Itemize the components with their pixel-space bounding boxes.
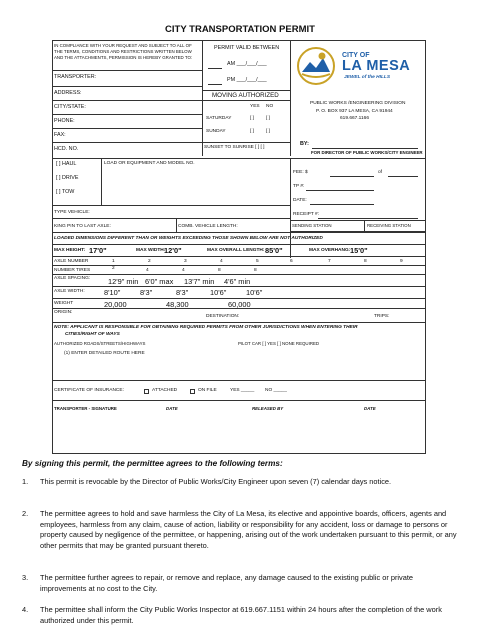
axle-8: 8 (364, 259, 367, 264)
saturday-no-box[interactable]: [ ] (266, 116, 270, 121)
row-line (52, 298, 426, 299)
row-line (52, 322, 426, 323)
sending-station-label: SENDING STATION (292, 223, 332, 228)
number-tires-label: NUMBER TIRES (54, 268, 91, 273)
transporter-signature-label: TRANSPORTER - SIGNATURE (54, 406, 117, 411)
compliance-line-2: THE TERMS, CONDITIONS AND RESTRICTIONS WRITTEN BELOW (54, 49, 192, 54)
signature-line (312, 148, 418, 149)
no-header: NO (266, 104, 274, 109)
hcd-label: HCD. NO. (54, 146, 79, 152)
blank-line (306, 190, 374, 191)
spacing-4: 4'6" min (224, 277, 251, 286)
loaded-header: LOADED DIMENSIONS DIFFERENT THAN OR WEIGHTS EXCEEDING THOSE SHOWN BELOW ARE NOT AUTHORIZED (54, 236, 323, 241)
logo-tagline: JEWEL of the HILLS (344, 75, 391, 80)
pilot-car-options[interactable]: PILOT CAR [ ] YES [ ] NONE REQUIRED (238, 341, 320, 346)
note-line-2: CITIES/RIGHT OF WAYS (65, 332, 120, 337)
row-line (52, 256, 426, 257)
blank-line (318, 218, 418, 219)
receiving-station-label: RECEIVING STATION (367, 223, 411, 228)
on-file-checkbox[interactable] (190, 389, 195, 394)
saturday-yes-box[interactable]: [ ] (250, 116, 254, 121)
blank-line (310, 204, 374, 205)
note-line-1: NOTE: APPLICANT IS RESPONSIBLE FOR OBTAINING REQUIRED PERMITS FROM OTHER JURISDICTIONS WHEN ENTERING THEIR (54, 325, 358, 330)
by-label: BY: (300, 141, 309, 147)
blank-line (388, 176, 418, 177)
row-line (202, 142, 290, 143)
row-line (52, 205, 290, 206)
term-3-number: 3. (22, 573, 29, 582)
row-line (52, 400, 426, 401)
row-line (202, 100, 290, 101)
logo-emblem-icon (296, 46, 336, 86)
row-line (52, 128, 202, 129)
sunday-no-box[interactable]: [ ] (266, 129, 270, 134)
weight-1: 20,000 (104, 300, 127, 309)
axle-9: 9 (400, 259, 403, 264)
sunday-label: SUNDAY (206, 129, 226, 134)
origin-label: ORIGIN: (54, 310, 73, 315)
trips-label: TRIPS: (374, 314, 390, 319)
max-length-label: MAX OVERALL LENGTH: (207, 248, 265, 253)
tp-label: TP #: (293, 184, 305, 189)
insurance-no: NO _____ (265, 388, 287, 393)
saturday-label: SATURDAY (206, 116, 232, 121)
divider (290, 158, 291, 258)
row-line (52, 114, 202, 115)
fee-of: of (378, 170, 383, 175)
sunset-label: SUNSET TO SUNRISE [ ] [ ] (204, 145, 265, 150)
fax-label: FAX: (54, 132, 66, 138)
divider (364, 220, 365, 232)
moving-authorized: MOVING AUTHORIZED (212, 92, 279, 99)
blank-line (208, 84, 222, 85)
city-state-label: CITY/STATE: (54, 104, 86, 110)
type-vehicle-label: TYPE VEHICLE: (54, 210, 90, 215)
receipt-label: RECEIPT #: (293, 212, 320, 217)
signature-date-1: DATE (166, 406, 178, 411)
divider (202, 40, 203, 156)
division-line-3: 619.667.1166 (340, 116, 369, 121)
address-label: ADDRESS: (54, 90, 82, 96)
max-width-value: 12'0" (164, 246, 182, 255)
term-4-text: The permittee shall inform the City Public Works Inspector at 619.667.1151 within 24 hours after the completion of the work authorized under this permit. (40, 605, 442, 625)
section-line (52, 158, 426, 159)
am-date: AM ___/___/___ (227, 61, 267, 67)
spacing-1: 12'9" min (108, 277, 139, 286)
attached-checkbox[interactable] (144, 389, 149, 394)
attached-label: ATTACHED (152, 388, 178, 393)
divider (176, 218, 177, 232)
width-4: 10'6" (210, 288, 227, 297)
width-2: 8'3" (140, 288, 153, 297)
max-width-label: MAX WIDTH: (136, 248, 166, 253)
width-1: 8'10" (104, 288, 121, 297)
row-line (202, 90, 290, 91)
tires-1: 2 (112, 266, 115, 271)
term-1-number: 1. (22, 477, 29, 486)
yes-header: YES (250, 104, 260, 109)
blank-line (208, 68, 222, 69)
blank-line (330, 176, 374, 177)
term-3-text: The permittee further agrees to repair, or remove and replace, any damage caused to the existing public or private improvements at no cost to the City. (40, 573, 414, 593)
tow-option[interactable]: [ ] TOW (56, 189, 75, 195)
logo-city-of: CITY OF (342, 52, 370, 59)
term-2-text: The permittee agrees to hold and save harmless the City of La Mesa, its elective and appointive boards, officers, agents and employees, harmless from any claim, cause of action, liability or responsibility for any accident, loss or damage to persons or property caused by negligence of the permittee, or happening, arising out of the work undertaken pursuant to this permit, or any other permits that may be granted pursuant thereto. (40, 509, 457, 550)
axle-3: 3 (184, 259, 187, 264)
axle-7: 7 (328, 259, 331, 264)
on-file-label: ON FILE (198, 388, 217, 393)
fee-label: FEE: $ (293, 170, 308, 175)
tires-3: 4 (182, 268, 185, 273)
pm-date: PM ___/___/___ (227, 77, 267, 83)
weight-2: 48,300 (166, 300, 189, 309)
divider (290, 40, 291, 156)
axle-width-label: AXLE WIDTH: (54, 289, 85, 294)
axle-6: 6 (290, 259, 293, 264)
by-caption: FOR DIRECTOR OF PUBLIC WORKS/CITY ENGINEER (311, 150, 423, 155)
authorized-roads-label: AUTHORIZED ROADS/STREETS/HIGHWAYS (54, 341, 146, 346)
spacing-2: 6'0" max (145, 277, 174, 286)
haul-option[interactable]: [ ] HAUL (56, 161, 77, 167)
divider (101, 158, 102, 205)
spacing-3: 13'7" min (184, 277, 215, 286)
load-label: LOAD OR EQUIPMENT AND MODEL NO. (104, 161, 195, 166)
route-entry[interactable]: (1) ENTER DETAILED ROUTE HERE (64, 351, 145, 356)
term-2-number: 2. (22, 509, 29, 518)
row-line (52, 265, 426, 266)
compliance-line-1: IN COMPLIANCE WITH YOUR REQUEST AND SUBJECT TO ALL OF (54, 43, 192, 48)
sunday-yes-box[interactable]: [ ] (250, 129, 254, 134)
row-line (52, 86, 202, 87)
max-length-value: 85'0" (265, 246, 283, 255)
permit-valid-label: PERMIT VALID BETWEEN (214, 45, 280, 51)
axle-number-label: AXLE NUMBER (54, 259, 89, 264)
max-overhang-value: 15'0" (350, 246, 368, 255)
row-line (52, 274, 426, 275)
axle-4: 4 (220, 259, 223, 264)
term-1-text: This permit is revocable by the Director of Public Works/City Engineer upon seven (7) calendar days notice. (40, 477, 392, 486)
date-label: DATE: (293, 198, 307, 203)
row-line (52, 286, 426, 287)
city-logo (296, 44, 422, 92)
king-pin-label: KING PIN TO LAST AXLE: (54, 224, 111, 229)
insurance-yes: YES _____ (230, 388, 255, 393)
terms-header: By signing this permit, the permittee agrees to the following terms: (22, 459, 283, 468)
comb-length-label: COMB. VEHICLE LENGTH: (178, 224, 238, 229)
axle-spacing-label: AXLE SPACING: (54, 276, 91, 281)
axle-2: 2 (148, 259, 151, 264)
compliance-line-3: AND THE ATTACHMENTS, PERMISSION IS HEREBY GRANTED TO: (54, 55, 193, 60)
width-5: 10'6" (246, 288, 263, 297)
row-line (52, 308, 426, 309)
term-4-number: 4. (22, 605, 29, 614)
division-line-2: P. O. BOX 937 LA MESA, CA 91944 (316, 109, 393, 114)
max-overhang-label: MAX OVERHANG: (309, 248, 351, 253)
drive-option[interactable]: [ ] DRIVE (56, 175, 79, 181)
weight-label: WEIGHT (54, 301, 74, 306)
width-3: 8'3" (176, 288, 189, 297)
row-line (52, 218, 290, 219)
page-title: CITY TRANSPORTATION PERMIT (165, 24, 315, 35)
signature-date-2: DATE (364, 406, 376, 411)
division-line-1: PUBLIC WORKS /ENGINEERING DIVISION (310, 101, 406, 106)
axle-5: 5 (256, 259, 259, 264)
row-line (52, 100, 202, 101)
released-by-label: RELEASED BY (252, 406, 284, 411)
tires-2: 4 (146, 268, 149, 273)
row-line (52, 70, 202, 71)
axle-1: 1 (112, 259, 115, 264)
row-line (52, 142, 202, 143)
insurance-label: CERTIFICATE OF INSURANCE: (54, 388, 124, 393)
row-line (52, 244, 426, 245)
max-height-label: MAX HEIGHT: (54, 248, 86, 253)
max-height-value: 17'0" (89, 246, 107, 255)
transporter-label: TRANSPORTER: (54, 74, 97, 80)
weight-3: 60,000 (228, 300, 251, 309)
tires-4: 8 (218, 268, 221, 273)
row-line (52, 380, 426, 381)
tires-5: 8 (254, 268, 257, 273)
phone-label: PHONE: (54, 118, 75, 124)
logo-name: LA MESA (342, 58, 411, 74)
section-line (52, 232, 426, 233)
destination-label: DESTINATION: (206, 314, 240, 319)
